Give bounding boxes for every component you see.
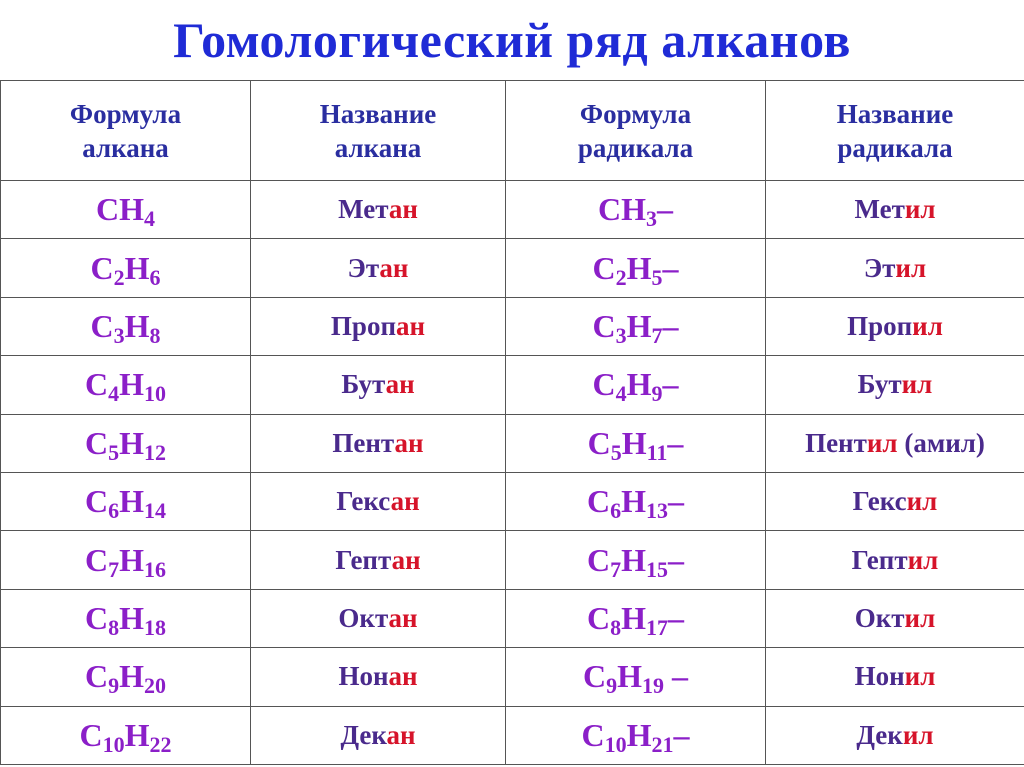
- alkane-name-cell: [251, 414, 506, 472]
- element-hydrogen: H: [626, 716, 652, 753]
- element-carbon: C: [592, 249, 616, 286]
- name-ending: ил: [866, 427, 898, 458]
- carbon-count: 9: [108, 673, 120, 699]
- name-ending: ан: [386, 719, 416, 750]
- radical-name-cell: [766, 181, 1024, 239]
- element-hydrogen: H: [621, 599, 646, 636]
- element-carbon: C: [85, 599, 109, 636]
- element-hydrogen: H: [626, 307, 652, 344]
- alkane-formula-cell: [1, 648, 251, 706]
- name-ending: ил: [902, 719, 934, 750]
- name-stem: Нон: [854, 661, 905, 692]
- header-line: Название: [319, 98, 437, 129]
- table-row: [1, 239, 1024, 297]
- hydrogen-count: 21: [651, 731, 674, 757]
- table-row: [1, 706, 1024, 764]
- carbon-count: 9: [606, 673, 618, 699]
- name-ending: ил: [912, 310, 943, 341]
- radical-formula-cell: [506, 589, 766, 647]
- carbon-count: 10: [102, 731, 125, 757]
- carbon-count: 8: [610, 614, 622, 640]
- radical-formula-cell: [506, 648, 766, 706]
- name-stem: Проп: [330, 310, 396, 341]
- hydrogen-count: 3: [646, 206, 657, 232]
- carbon-count: 6: [610, 498, 622, 524]
- name-ending: ил: [907, 544, 939, 575]
- alkane-formula-cell: [1, 239, 251, 297]
- hydrogen-count: 7: [651, 322, 663, 348]
- name-ending: ан: [396, 310, 426, 341]
- hydrogen-count: 14: [144, 498, 166, 524]
- radical-formula-cell: [506, 239, 766, 297]
- header-line: радикала: [577, 132, 694, 163]
- name-stem: Окт: [338, 602, 389, 633]
- element-hydrogen: H: [626, 249, 652, 286]
- bond-dash: –: [668, 541, 684, 578]
- element-carbon: C: [90, 249, 114, 286]
- bond-dash: –: [662, 366, 679, 403]
- radical-formula-cell: [506, 706, 766, 764]
- alkane-formula-cell: [1, 531, 251, 589]
- alkane-formula-cell: [1, 181, 251, 239]
- header-alkane-formula: [1, 81, 251, 181]
- radical-name-cell: [766, 589, 1024, 647]
- name-stem: Бут: [341, 369, 386, 400]
- radical-name-cell: [766, 531, 1024, 589]
- element-hydrogen: H: [621, 424, 647, 461]
- element-carbon: C: [581, 716, 605, 753]
- hydrogen-count: 9: [651, 381, 663, 407]
- hydrogen-count: 13: [646, 498, 668, 524]
- element-carbon: C: [587, 483, 611, 520]
- carbon-count: 4: [108, 381, 120, 407]
- alkane-name-cell: [251, 356, 506, 414]
- name-ending: ил: [904, 661, 936, 692]
- radical-formula-cell: [506, 414, 766, 472]
- name-stem: Проп: [847, 310, 913, 341]
- element-hydrogen: H: [119, 541, 144, 578]
- alkane-name-cell: [251, 297, 506, 355]
- name-ending: ил: [906, 486, 938, 517]
- header-radical-formula: [506, 81, 766, 181]
- table-row: [1, 181, 1024, 239]
- element-carbon: C: [592, 366, 616, 403]
- alkane-formula-cell: [1, 706, 251, 764]
- alkane-name-cell: [251, 648, 506, 706]
- hydrogen-count: 10: [144, 381, 166, 407]
- name-stem: Пент: [805, 427, 867, 458]
- alkane-formula-cell: [1, 356, 251, 414]
- element-hydrogen: H: [119, 658, 144, 695]
- bond-dash: –: [667, 424, 684, 461]
- alkane-formula-cell: [1, 472, 251, 530]
- element-hydrogen: H: [626, 366, 652, 403]
- header-line: алкана: [82, 132, 169, 163]
- name-stem: Нон: [338, 661, 389, 692]
- hydrogen-count: 18: [144, 614, 166, 640]
- name-ending: ан: [391, 544, 421, 575]
- carbon-count: 3: [113, 322, 125, 348]
- radical-name-cell: [766, 648, 1024, 706]
- alkane-formula-cell: [1, 414, 251, 472]
- hydrogen-count: 4: [144, 206, 155, 232]
- element-carbon: C: [598, 191, 622, 228]
- alkane-name-cell: [251, 531, 506, 589]
- name-stem: Бут: [857, 369, 902, 400]
- element-hydrogen: H: [124, 249, 150, 286]
- name-ending: ан: [388, 661, 418, 692]
- element-hydrogen: H: [617, 658, 642, 695]
- name-stem: Мет: [854, 194, 905, 225]
- table-row: [1, 531, 1024, 589]
- name-ending: ан: [379, 252, 409, 283]
- header-radical-name: [766, 81, 1024, 181]
- hydrogen-count: 12: [144, 439, 166, 465]
- page-title: Гомологический ряд алканов: [173, 12, 851, 68]
- bond-dash: –: [673, 716, 690, 753]
- element-carbon: C: [85, 541, 109, 578]
- element-hydrogen: H: [119, 599, 144, 636]
- name-stem: Эт: [863, 252, 896, 283]
- element-carbon: C: [587, 424, 611, 461]
- header-line: Название: [836, 98, 954, 129]
- name-ending: ил: [895, 252, 927, 283]
- element-carbon: C: [85, 658, 109, 695]
- radical-formula-cell: [506, 531, 766, 589]
- table-row: [1, 648, 1024, 706]
- element-hydrogen: H: [119, 424, 144, 461]
- name-stem: Гепт: [335, 544, 392, 575]
- header-line: Формула: [69, 98, 182, 129]
- element-carbon: C: [85, 424, 109, 461]
- name-stem: Пент: [332, 427, 395, 458]
- table-row: [1, 472, 1024, 530]
- hydrogen-count: 22: [149, 731, 172, 757]
- alkane-formula-cell: [1, 297, 251, 355]
- alkane-name-cell: [251, 472, 506, 530]
- element-carbon: C: [592, 307, 616, 344]
- name-stem: Мет: [338, 194, 389, 225]
- hydrogen-count: 6: [149, 264, 161, 290]
- table-row: [1, 297, 1024, 355]
- bond-dash: –: [662, 307, 679, 344]
- radical-name-cell: [766, 472, 1024, 530]
- name-stem: Эт: [347, 252, 380, 283]
- carbon-count: 8: [108, 614, 120, 640]
- radical-name-cell: [766, 239, 1024, 297]
- element-carbon: C: [96, 191, 120, 228]
- element-hydrogen: H: [124, 307, 150, 344]
- bond-dash: –: [664, 658, 688, 695]
- radical-name-cell: [766, 356, 1024, 414]
- header-line: радикала: [837, 132, 953, 163]
- carbon-count: 3: [615, 322, 627, 348]
- radical-name-cell: [766, 297, 1024, 355]
- element-hydrogen: H: [119, 483, 144, 520]
- name-ending: ан: [385, 369, 415, 400]
- table-row: [1, 589, 1024, 647]
- carbon-count: 7: [108, 556, 120, 582]
- alkane-name-cell: [251, 181, 506, 239]
- carbon-count: 7: [610, 556, 622, 582]
- element-carbon: C: [587, 541, 611, 578]
- radical-name-cell: [766, 706, 1024, 764]
- name-stem: Гепт: [851, 544, 908, 575]
- name-stem: Гекс: [852, 486, 907, 517]
- name-ending: ил: [904, 194, 936, 225]
- hydrogen-count: 11: [646, 439, 668, 465]
- name-suffix: (амил): [897, 427, 985, 458]
- radical-formula-cell: [506, 472, 766, 530]
- hydrogen-count: 5: [651, 264, 663, 290]
- radical-formula-cell: [506, 297, 766, 355]
- carbon-count: 2: [113, 264, 125, 290]
- element-carbon: C: [587, 599, 611, 636]
- name-stem: Дек: [340, 719, 387, 750]
- bond-dash: –: [668, 599, 684, 636]
- header-alkane-name: [251, 81, 506, 181]
- carbon-count: 10: [604, 731, 627, 757]
- name-stem: Окт: [854, 602, 905, 633]
- hydrogen-count: 8: [149, 322, 161, 348]
- name-ending: ан: [388, 194, 418, 225]
- header-row: [1, 81, 1024, 181]
- table-row: [1, 414, 1024, 472]
- name-ending: ан: [390, 486, 420, 517]
- element-carbon: C: [90, 307, 114, 344]
- hydrogen-count: 20: [144, 673, 166, 699]
- element-hydrogen: H: [124, 716, 150, 753]
- hydrogen-count: 17: [646, 614, 668, 640]
- carbon-count: 5: [108, 439, 120, 465]
- radical-name-cell: [766, 414, 1024, 472]
- element-carbon: C: [79, 716, 103, 753]
- element-hydrogen: H: [621, 541, 646, 578]
- table-row: [1, 356, 1024, 414]
- element-carbon: C: [583, 658, 607, 695]
- element-carbon: C: [85, 483, 109, 520]
- alkane-name-cell: [251, 706, 506, 764]
- carbon-count: 5: [610, 439, 622, 465]
- bond-dash: –: [668, 483, 684, 520]
- name-ending: ан: [388, 602, 418, 633]
- name-stem: Гекс: [336, 486, 391, 517]
- carbon-count: 6: [108, 498, 120, 524]
- element-hydrogen: H: [621, 483, 646, 520]
- hydrogen-count: 16: [144, 556, 166, 582]
- bond-dash: –: [657, 191, 673, 228]
- header-line: Формула: [579, 98, 692, 129]
- alkanes-table: [0, 80, 1024, 765]
- carbon-count: 2: [615, 264, 627, 290]
- name-ending: ил: [904, 602, 936, 633]
- name-ending: ил: [901, 369, 933, 400]
- hydrogen-count: 15: [646, 556, 668, 582]
- radical-formula-cell: [506, 181, 766, 239]
- header-line: алкана: [334, 132, 422, 163]
- element-carbon: C: [85, 366, 109, 403]
- bond-dash: –: [662, 249, 679, 286]
- alkane-name-cell: [251, 239, 506, 297]
- element-hydrogen: H: [119, 366, 144, 403]
- carbon-count: 4: [615, 381, 627, 407]
- alkane-formula-cell: [1, 589, 251, 647]
- name-stem: Дек: [856, 719, 903, 750]
- radical-formula-cell: [506, 356, 766, 414]
- element-hydrogen: H: [621, 191, 646, 228]
- hydrogen-count: 19: [642, 673, 664, 699]
- element-hydrogen: H: [119, 191, 144, 228]
- name-ending: ан: [394, 427, 424, 458]
- alkane-name-cell: [251, 589, 506, 647]
